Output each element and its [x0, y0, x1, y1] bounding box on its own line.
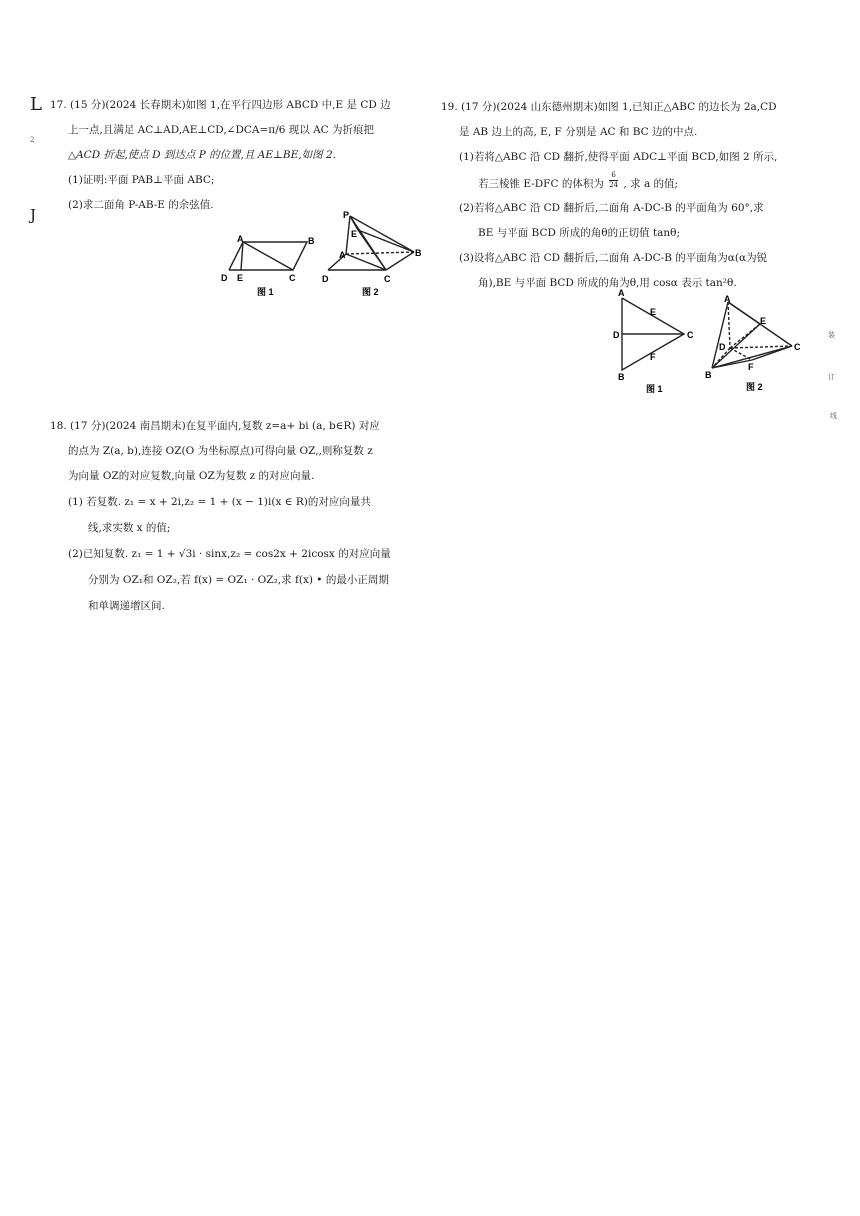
- margin-mark-zhuang: 装: [828, 331, 835, 339]
- margin-mark-xian: 线: [830, 412, 837, 420]
- q19-fig2-label-b: B: [705, 370, 712, 380]
- q19-volume-fraction: [609, 171, 618, 190]
- q19-line-1: 19. (17 分)(2024 山东德州期末)如图 1,已知正△ABC 的边长为 2a,CD: [441, 101, 777, 113]
- margin-mark-l: L: [30, 94, 42, 115]
- q17-line-1: 17. (15 分)(2024 长春期末)如图 1,在平行四边形 ABCD 中,E 是 CD 边: [50, 99, 391, 111]
- q19-part-2b: BE 与平面 BCD 所成的角θ的正切值 tanθ;: [478, 227, 681, 239]
- q19-figure-1: [610, 286, 700, 394]
- q19-part-1a: (1)若将△ABC 沿 CD 翻折,使得平面 ADC⊥平面 BCD,如图 2 所示,: [459, 151, 778, 163]
- q19-fraction-numerator: 6: [609, 171, 618, 181]
- q17-fig2-label-c: C: [384, 274, 391, 284]
- q19-part-3a: (3)设将△ABC 沿 CD 翻折后,二面角 A-DC-B 的平面角为α(α为锐: [459, 252, 768, 264]
- q17-figure-2: [318, 206, 428, 300]
- q17-fig1-caption: 图 1: [257, 287, 274, 297]
- q19-fig2-label-a: A: [724, 294, 731, 304]
- q17-fig2-label-a: A: [339, 250, 346, 260]
- q19-fig2-caption: 图 2: [746, 382, 763, 392]
- q19-fig1-label-a: A: [618, 288, 625, 298]
- q19-part-2a: (2)若将△ABC 沿 CD 翻折后,二面角 A-DC-B 的平面角为 60°,求: [459, 202, 764, 214]
- q19-fig2-label-f: F: [748, 362, 754, 372]
- q19-fig2-label-c: C: [794, 342, 801, 352]
- q17-fig1-label-e: E: [237, 273, 244, 283]
- q17-part-2: (2)求二面角 P-AB-E 的余弦值.: [68, 199, 214, 211]
- q17-line-2: 上一点,且满足 AC⊥AD,AE⊥CD,∠DCA=π/6 现以 AC 为折痕把: [68, 124, 375, 136]
- q17-fig2-label-b: B: [415, 248, 422, 258]
- q19-line-2: 是 AB 边上的高, E, F 分别是 AC 和 BC 边的中点.: [459, 126, 698, 138]
- q18-part-1a: (1) 若复数. z₁ = x + 2i,z₂ = 1 + (x − 1)i(x ∈ R)的对应向量共: [68, 496, 371, 508]
- q19-fig1-label-f: F: [650, 352, 656, 362]
- q17-fig2-label-e: E: [351, 229, 358, 239]
- q19-part-3b: 角),BE 与平面 BCD 所成的角为θ,用 cosα 表示 tan²θ.: [478, 277, 737, 289]
- q18-line-2: 的点为 Z(a, b),连接 OZ(O 为坐标原点)可得向量 OZ,,则称复数 z: [68, 445, 373, 457]
- q17-fig2-caption: 图 2: [362, 287, 379, 297]
- q18-part-2b: 分别为 OZ₁和 OZ₂,若 f(x) = OZ₁ · OZ₂,求 f(x) • 的最小正周期: [88, 574, 389, 586]
- q19-fig1-label-c: C: [687, 330, 694, 340]
- q17-figure-1: [215, 228, 320, 300]
- q18-part-1b: 线,求实数 x 的值;: [88, 522, 171, 534]
- q18-part-2c: 和单调递增区间.: [88, 600, 165, 612]
- q19-fraction-denominator: 24: [609, 181, 619, 189]
- q17-fig1-label-c: C: [289, 273, 296, 283]
- q19-fig1-label-d: D: [613, 330, 620, 340]
- q17-fig2-label-p: P: [343, 210, 350, 220]
- q19-part-1b-post: , 求 a 的值;: [623, 177, 679, 190]
- q17-fig2-label-d: D: [322, 274, 329, 284]
- q17-fig1-label-b: B: [308, 236, 315, 246]
- q17-part-1: (1)证明:平面 PAB⊥平面 ABC;: [68, 174, 215, 186]
- q17-line-3: △ACD 折起,使点 D 到达点 P 的位置,且 AE⊥BE,如图 2.: [68, 149, 336, 161]
- q17-fig1-label-a: A: [237, 234, 244, 244]
- margin-mark-two: 2: [30, 136, 35, 144]
- q19-fig1-label-e: E: [650, 307, 657, 317]
- q18-part-2a: (2)已知复数. z₁ = 1 + √3i · sinx,z₂ = cos2x + 2icosx 的对应向量: [68, 548, 391, 560]
- q19-part-1b-pre: 若三棱锥 E-DFC 的体积为: [478, 177, 604, 190]
- q19-part-1b: [478, 171, 678, 193]
- q19-fig2-label-d: D: [719, 342, 726, 352]
- q19-figure-2: [700, 290, 810, 394]
- margin-mark-j: J: [30, 206, 37, 224]
- q17-fig1-label-d: D: [221, 273, 228, 283]
- margin-mark-ding: 订: [828, 373, 835, 381]
- q19-fig1-label-b: B: [618, 372, 625, 382]
- q18-line-3: 为向量 OZ的对应复数,向量 OZ为复数 z 的对应向量.: [68, 470, 315, 482]
- q19-fig2-label-e: E: [760, 316, 767, 326]
- q19-fig1-caption: 图 1: [646, 384, 663, 394]
- q18-line-1: 18. (17 分)(2024 南昌期末)在复平面内,复数 z=a+ bi (a, b∈R) 对应: [50, 420, 380, 432]
